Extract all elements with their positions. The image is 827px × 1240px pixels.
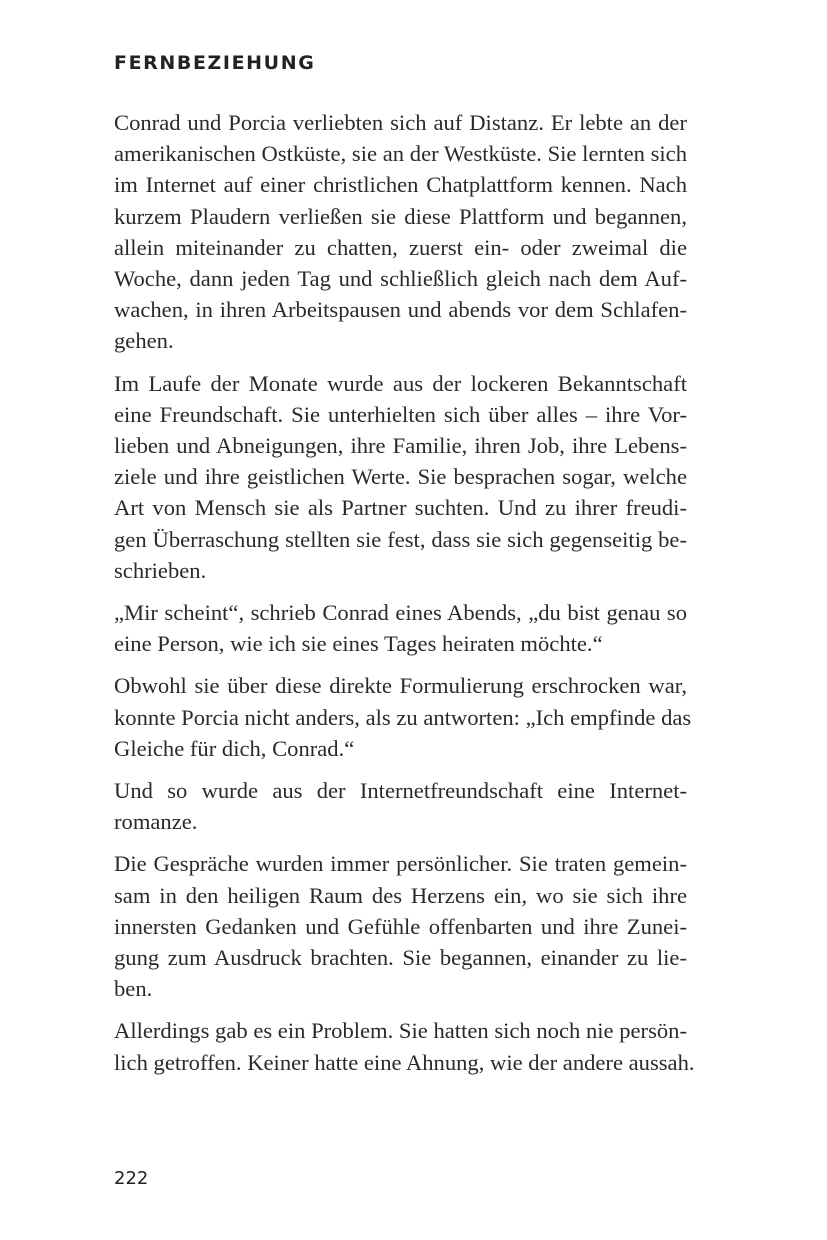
text-line: Und so wurde aus der Internetfreundschaft eine Internet- (114, 778, 687, 804)
text-line: lich getroffen. Keiner hatte eine Ahnung, wie der andere aussah. (114, 1049, 695, 1075)
text-line: allein miteinander zu chatten, zuerst ein- oder zweimal die (114, 234, 687, 260)
text-line: Allerdings gab es ein Problem. Sie hatten sich noch nie persön- (114, 1018, 687, 1044)
text-line: „Mir scheint“, schrieb Conrad eines Abends, „du bist genau so (114, 600, 687, 626)
text-line: lieben und Abneigungen, ihre Familie, ihren Job, ihre Lebens- (114, 433, 687, 459)
text-line: Conrad und Porcia verliebten sich auf Distanz. Er lebte an der (114, 110, 687, 135)
text-line: gen Überraschung stellten sie fest, dass sie sich gegenseitig be- (114, 526, 687, 552)
text-line: Im Laufe der Monate wurde aus der lockeren Bekanntschaft (114, 370, 687, 396)
paragraph (114, 597, 687, 659)
paragraph (114, 670, 692, 764)
text-line: innersten Gedanken und Gefühle offenbarten und ihre Zunei- (114, 913, 687, 939)
text-line: Die Gespräche wurden immer persönlicher. Sie traten gemein- (114, 851, 687, 877)
paragraph (114, 775, 687, 837)
text-line: gung zum Ausdruck brachten. Sie begannen, einander zu lie- (114, 945, 687, 971)
running-head: FERNBEZIEHUNG (114, 52, 316, 74)
paragraph (114, 368, 687, 586)
text-line: im Internet auf einer christlichen Chatplattform kennen. Nach (114, 172, 687, 198)
text-line: ben. (114, 976, 153, 1002)
text-line: eine Person, wie ich sie eines Tages heiraten möchte.“ (114, 631, 603, 657)
paragraph (114, 1015, 695, 1077)
text-line: Obwohl sie über diese direkte Formulierung erschrocken war, (114, 673, 687, 699)
text-line: sam in den heiligen Raum des Herzens ein, wo sie sich ihre (114, 882, 687, 908)
text-line: kurzem Plaudern verließen sie diese Plattform und begannen, (114, 203, 687, 229)
text-line: romanze. (114, 809, 198, 835)
text-line: konnte Porcia nicht anders, als zu antworten: „Ich empfinde das (114, 704, 692, 730)
body-text (114, 107, 695, 1089)
text-line: Woche, dann jeden Tag und schließlich gleich nach dem Auf- (114, 266, 687, 292)
text-line: Gleiche für dich, Conrad.“ (114, 735, 355, 761)
paragraph (114, 107, 687, 357)
text-line: eine Freundschaft. Sie unterhielten sich über alles – ihre Vor- (114, 401, 687, 427)
paragraph (114, 848, 687, 1004)
text-line: wachen, in ihren Arbeitspausen und abends vor dem Schlafen- (114, 297, 687, 323)
text-line: schrieben. (114, 557, 207, 583)
text-line: Art von Mensch sie als Partner suchten. Und zu ihrer freudi- (114, 495, 687, 521)
text-line: amerikanischen Ostküste, sie an der Westküste. Sie lernten sich (114, 141, 687, 167)
page-number: 222 (114, 1168, 149, 1189)
text-line: ziele und ihre geistlichen Werte. Sie besprachen sogar, welche (114, 464, 687, 490)
text-line: gehen. (114, 328, 174, 354)
